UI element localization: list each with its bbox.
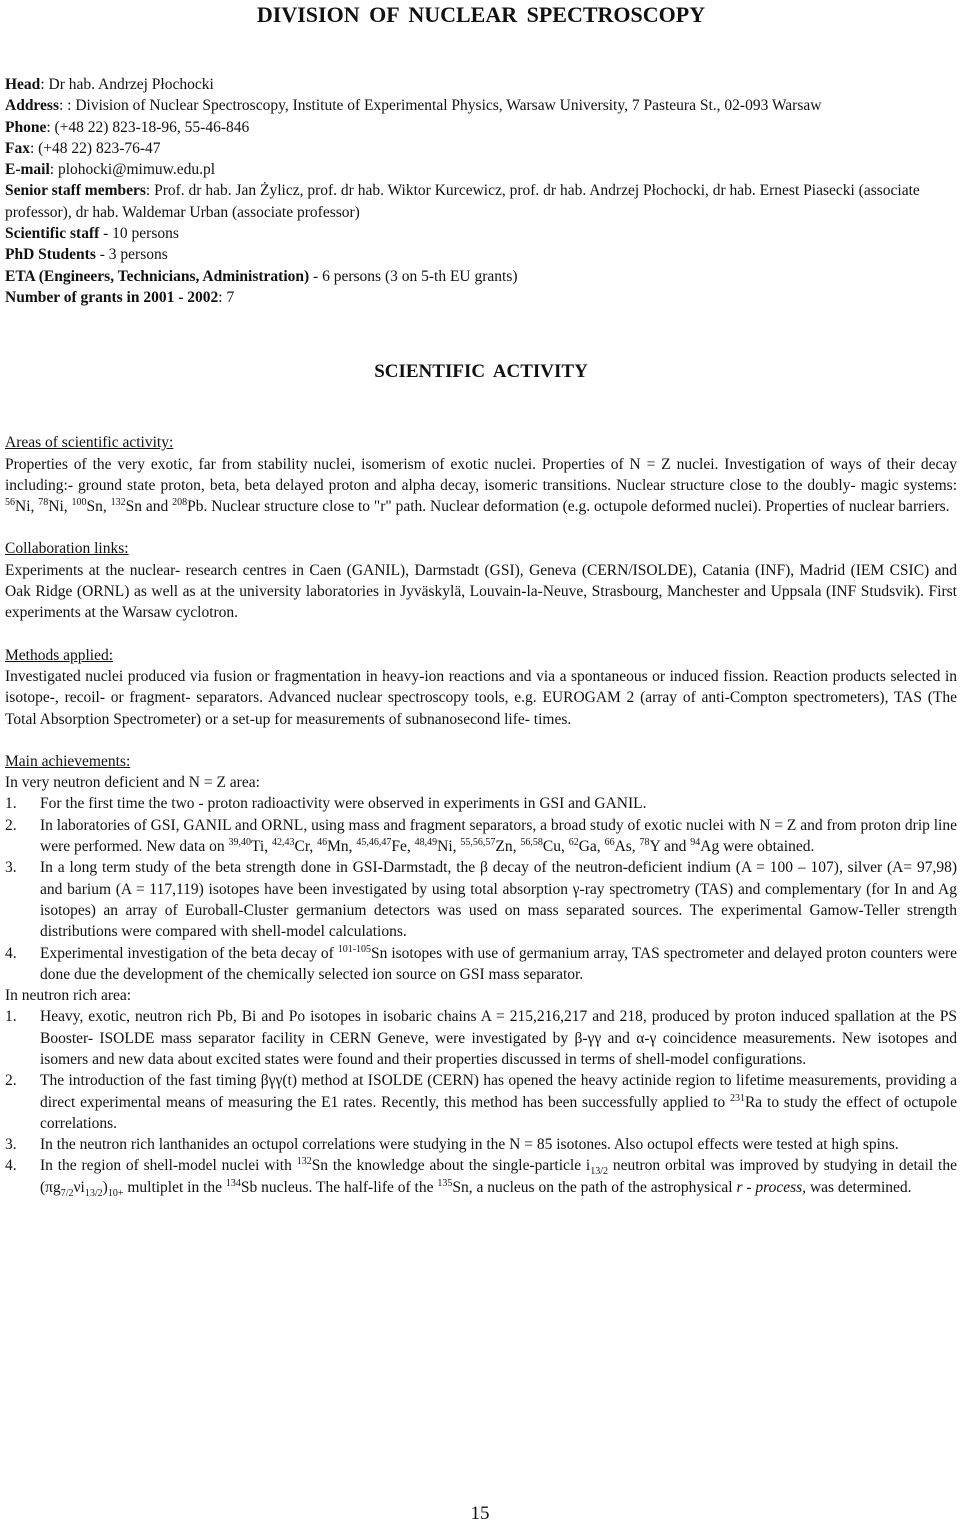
- phone-label: Phone: [5, 118, 47, 136]
- achievements-section: [5, 751, 957, 1198]
- methods-heading: Methods applied:: [5, 646, 114, 664]
- fax-label: Fax: [5, 139, 30, 157]
- eta-value: - 6 persons (3 on 5-th EU grants): [309, 267, 518, 285]
- grants-value: : 7: [218, 288, 235, 306]
- areas-section: [5, 432, 957, 517]
- senior-staff-label: Senior staff members: [5, 182, 146, 200]
- fax-value: : (+48 22) 823-76-47: [29, 139, 161, 157]
- methods-section: [5, 645, 957, 730]
- scientific-staff-label: Scientific staff: [5, 225, 100, 243]
- section-title: SCIENTIFIC ACTIVITY: [374, 361, 588, 383]
- rich-list: [5, 1006, 957, 1198]
- areas-text: Properties of the very exotic, far from stability nuclei, isomerism of exotic nuclei. Properties of N = Z nuclei. Investigation of ways of their decay including:- ground state proton, beta, beta delayed proton and alpha decay, isomeric transitions. Nuclear structure close to the doubly- magic systems: $^{56}$Ni, $^{78}$Ni, $^{100}$Sn, $^{132}$Sn and $^{208}$Pb. Nuclear structure close to "r" path. Nuclear deformation (e.g. octupole deformed nuclei). Properties of nuclear barriers.: [5, 455, 957, 516]
- email-line: [5, 159, 957, 180]
- gamma-symbol: γ: [572, 880, 580, 898]
- collaboration-text: Experiments at the nuclear- research centres in Caen (GANIL), Darmstadt (GSI), Geneva (CERN/ISOLDE), Catania (INF), Madrid (IEM CSIC) and Oak Ridge (ORNL) as well as at the university laboratories in Jyväskylä, Louvain-la-Neuve, Strasbourg, Manchester and Uppsala (INF Studsvik). First experiments at the Warsaw cyclotron.: [5, 561, 957, 622]
- grants-line: [5, 287, 957, 308]
- email-label: E-mail: [5, 161, 50, 179]
- list-item: 1. For the first time the two - proton radioactivity were observed in experiments in GSI and GANIL.: [5, 795, 647, 813]
- r-process-text: r - process,: [736, 1178, 807, 1196]
- eta-line: [5, 266, 957, 287]
- head-label: Head: [5, 76, 41, 93]
- phd-label: PhD Students: [5, 246, 96, 264]
- grants-label: Number of grants in 2001 - 2002: [5, 288, 219, 306]
- address-line: [5, 95, 957, 116]
- achievements-heading: Main achievements:: [5, 752, 131, 770]
- document-page: [5, 0, 957, 1198]
- phd-line: [5, 244, 957, 265]
- deficient-list: [5, 793, 957, 985]
- address-label: Address: [5, 97, 59, 115]
- list-item: 1. Heavy, exotic, neutron rich Pb, Bi and Po isotopes in isobaric chains A = 215,216,217 and 218, produced by proton induced spallation at the PS Booster- ISOLDE mass separator facility in CERN Geneve, were investigated by β-γγ and α-γ coincidence measurements. New isotopes and isomers and new data about excited states were found and their properties discussed in terms of shell-model configurations.: [5, 1008, 957, 1068]
- fax-line: [5, 138, 957, 159]
- page-number: 15: [470, 1503, 490, 1524]
- list-item: 4. In the region of shell-model nuclei with $^{132}$Sn the knowledge about the single-particle $i_{13/2}$ neutron orbital was improved by studying in detail the $(\pi g_{7/2}\nu i_{13/2})_{10+}$ multiplet in the $^{134}$Sb nucleus. The half-life of the $^{135}$Sn, a nucleus on the path of the astrophysical r - process, was determined.: [5, 1156, 957, 1199]
- phd-value: - 3 persons: [95, 246, 168, 264]
- list-item: 4. Experimental investigation of the beta decay of $^{101-105}$Sn isotopes with use of germanium array, TAS spectrometer and delayed proton counters were done due the development of the chemically selected ion source on GSI mass separator.: [5, 943, 957, 983]
- deficient-heading: In very neutron deficient and N = Z area:: [5, 774, 260, 792]
- methods-text: Investigated nuclei produced via fusion or fragmentation in heavy-ion reactions and via a spontaneous or induced fission. Reaction products selected in isotope-, recoil- or fragment- separators. Advanced nuclear spectroscopy tools, e.g. EUROGAM 2 (array of anti-Compton spectrometers), TAS (The Total Absorption Spectrometer) or a set-up for measurements of subnanosecond life- times.: [5, 667, 957, 728]
- phone-value: : (+48 22) 823-18-96, 55-46-846: [46, 118, 250, 136]
- head-line: [5, 74, 957, 95]
- page-title: DIVISION OF NUCLEAR SPECTROSCOPY: [256, 2, 706, 27]
- scientific-staff-line: [5, 223, 957, 244]
- rich-heading: In neutron rich area:: [5, 987, 132, 1005]
- phone-line: [5, 117, 957, 138]
- list-item: 2. In laboratories of GSI, GANIL and ORNL, using mass and fragment separators, a broad study of exotic nuclei with N = Z and from proton drip line were performed. New data on $^{39,40}$Ti, $^{42,43}$Cr, $^{46}$Mn, $^{45,46,47}$Fe, $^{48,49}$Ni, $^{55,56,57}$Zn, $^{56,58}$Cu, $^{62}$Ga, $^{66}$As, $^{78}$Y and $^{94}$Ag were obtained.: [5, 816, 957, 856]
- email-value: : plohocki@mimuw.edu.pl: [49, 161, 216, 179]
- areas-heading: Areas of scientific activity:: [5, 434, 174, 452]
- list-item: 3. In the neutron rich lanthanides an octupol correlations were studying in the N = 85 isotones. Also octupol effects were tested at high spins.: [5, 1136, 899, 1154]
- division-info: [5, 74, 957, 308]
- collaboration-section: [5, 538, 957, 623]
- scientific-staff-value: - 10 persons: [99, 225, 179, 243]
- senior-staff-line: [5, 180, 957, 223]
- list-item: 2. The introduction of the fast timing βγγ(t) method at ISOLDE (CERN) has opened the heavy actinide region to lifetime measurements, providing a direct experimental means of measuring the E1 rates. Recently, this method has been successfully applied to $^{231}$Ra to study the effect of octupole correlations.: [5, 1072, 957, 1132]
- collaboration-heading: Collaboration links:: [5, 540, 129, 558]
- senior-staff-value: : Prof. dr hab. Jan Żylicz, prof. dr hab. Wiktor Kurcewicz, prof. dr hab. Andrzej Płochocki, dr hab. Ernest Piasecki (associate professor), dr hab. Waldemar Urban (associate professor): [5, 182, 920, 221]
- list-item: 3. In a long term study of the beta strength done in GSI-Darmstadt, the β decay of the neutron-deficient indium (A = 100 – 107), silver (A= 97,98) and barium (A = 117,119) isotopes have been investigated by using total absorption γ-ray spectrometry (TAS) and complementary (for In and Ag isotopes) an array of Euroball-Cluster germanium detectors was used on mass separated sources. The experimental Gamow-Teller strength distributions were compared with shell-model calculations.: [5, 859, 958, 941]
- address-value: : : Division of Nuclear Spectroscopy, Institute of Experimental Physics, Warsaw University, 7 Pasteura St., 02-093 Warsaw: [58, 97, 822, 115]
- head-value: : Dr hab. Andrzej Płochocki: [40, 76, 214, 93]
- eta-label: ETA (Engineers, Technicians, Administration): [5, 267, 310, 285]
- beta-symbol: β: [480, 859, 488, 877]
